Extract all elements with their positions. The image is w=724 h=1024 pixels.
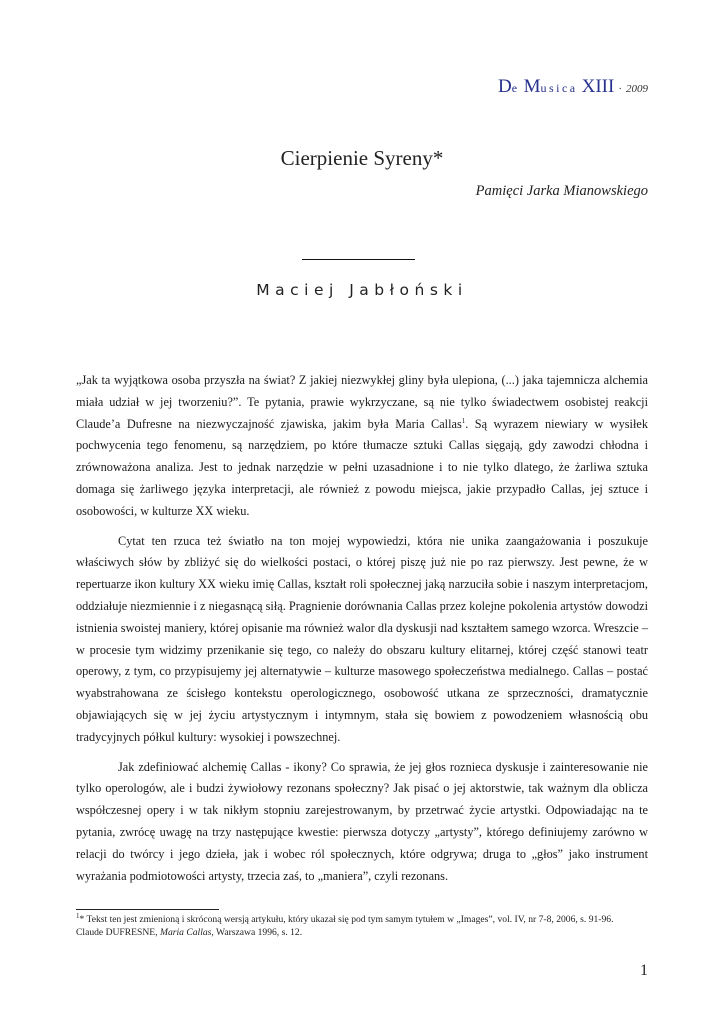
journal-m: M [523,76,541,97]
journal-d: D [498,76,512,97]
paragraph-1-part-a: „Jak ta wyjątkowa osoba przyszła na świat? Z jakiej niezwykłej gliny była ulepiona, (...) jaka tajemnicza alchemia miała udział w jej tworzeniu?”. Te pytania, prawie wykrzyczane, są nie tylko świadectwem osobistej reakcji Claude’a Dufresne na niezwyczajność zjawiska, jakim była Maria Callas [76,373,648,431]
footnote-1-mark: 1 [76,911,80,920]
article-title: Cierpienie Syreny* [280,146,444,170]
journal-volume: XIII [581,76,615,97]
journal-separator: · [618,83,622,95]
paragraph-1 [76,370,648,523]
footnote-2-pre: Claude DUFRESNE, [76,926,160,938]
journal-year: 2009 [626,83,648,95]
article-body [76,370,648,895]
author-name: Maciej Jabłoński [256,281,468,299]
paragraph-2: Cytat ten rzuca też światło na ton mojej wypowiedzi, która nie unika zaangażowania i poszukuje właściwych słów by zbliżyć się do wielkości postaci, o której piszę już nie po raz pierwszy. Jest pewne, że w repertuarze ikon kultury XX wieku imię Callas, kształt roli społecznej jaką narzuciła sobie i naszym interpretacjom, oddziałuje niezmiennie i z niegasnącą siłą. Pragnienie dorównania Callas przez kolejne pokolenia artystów dowodzi istnienia swoistej maniery, której opisanie ma również walor dla dyskusji nad kształtem samego wzorca. Wreszcie – w procesie tym widzimy przenikanie się tego, co należy do obszaru kultury elitarnej, której część stanowi teatr operowy, z tym, co przypisujemy jej alternatywie – kulturze masowego społeczeństwa medialnego. Callas – postać wyabstrahowana ze ścisłego kontekstu operologicznego, osobowość utkana ze sprzeczności, dramatycznie objawiających się w jej życiu artystycznym i intymnym, stała się bowiem z powodzeniem własnością obu tradycyjnych półkul kultury: wysokiej i powszechnej. [76,533,648,744]
footnote-1-text: Tekst ten jest zmienioną i skróconą wersją artykułu, który ukazał się pod tym samym tytułem w „Images”, vol. IV, nr 7-8, 2006, s. 91-96. [84,914,614,925]
title-divider [302,259,415,260]
footnote-2 [76,927,656,940]
journal-header [498,76,648,98]
footnote-divider [76,909,219,910]
footnotes [76,911,656,939]
journal-usica: usica [540,81,578,95]
footnote-2-post: , Warszawa 1996, s. 12. [211,926,303,938]
footnote-1-star: * [79,914,85,925]
paragraph-1-part-b: . Są wyrazem niewiary w wysiłek pochwycenia tego fenomenu, są narzędziem, po które tłumacze sztuki Callas sięgają, gdy zawodzi chłodna i zrównoważona analiza. Jest to jednak narzędzie w pełni uzasadnione i to nie tylko dlatego, że żarliwa sztuka domaga się żarliwego języka interpretacji, ale również z powodu miejsca, jakie przypadło Callas, jej sztuce i osobowości, w kulturze XX wieku. [76,416,648,518]
footnote-2-title: Maria Callas [159,926,212,938]
footnote-1 [76,911,656,927]
paragraph-3: Jak zdefiniować alchemię Callas - ikony? Co sprawia, że jej głos roznieca dyskusje i zainteresowanie nie tylko operologów, ale i budzi żywiołowy rezonans społeczny? Jak pisać o jej aktorstwie, tak ważnym dla oblicza współczesnej opery i w tak nikłym stopniu zarejestrowanym, by przetrwać życie artystki. Odpowiadając na te pytania, zwrócę uwagę na trzy następujące kwestie: pierwsza dotyczy „artysty”, którego definiujemy zarówno w relacji do twórcy i jego dzieła, jak i wobec ról społecznych, które odgrywa; druga to „głos” jako instrument wyrażania podmiotowości artysty, trzecia zaś, to „maniera”, czyli rezonans. [76,759,648,883]
journal-e: e [511,81,520,95]
page-number: 1 [640,962,648,979]
dedication: Pamięci Jarka Mianowskiego [475,183,648,199]
footnote-ref-1[interactable]: 1 [461,416,466,425]
